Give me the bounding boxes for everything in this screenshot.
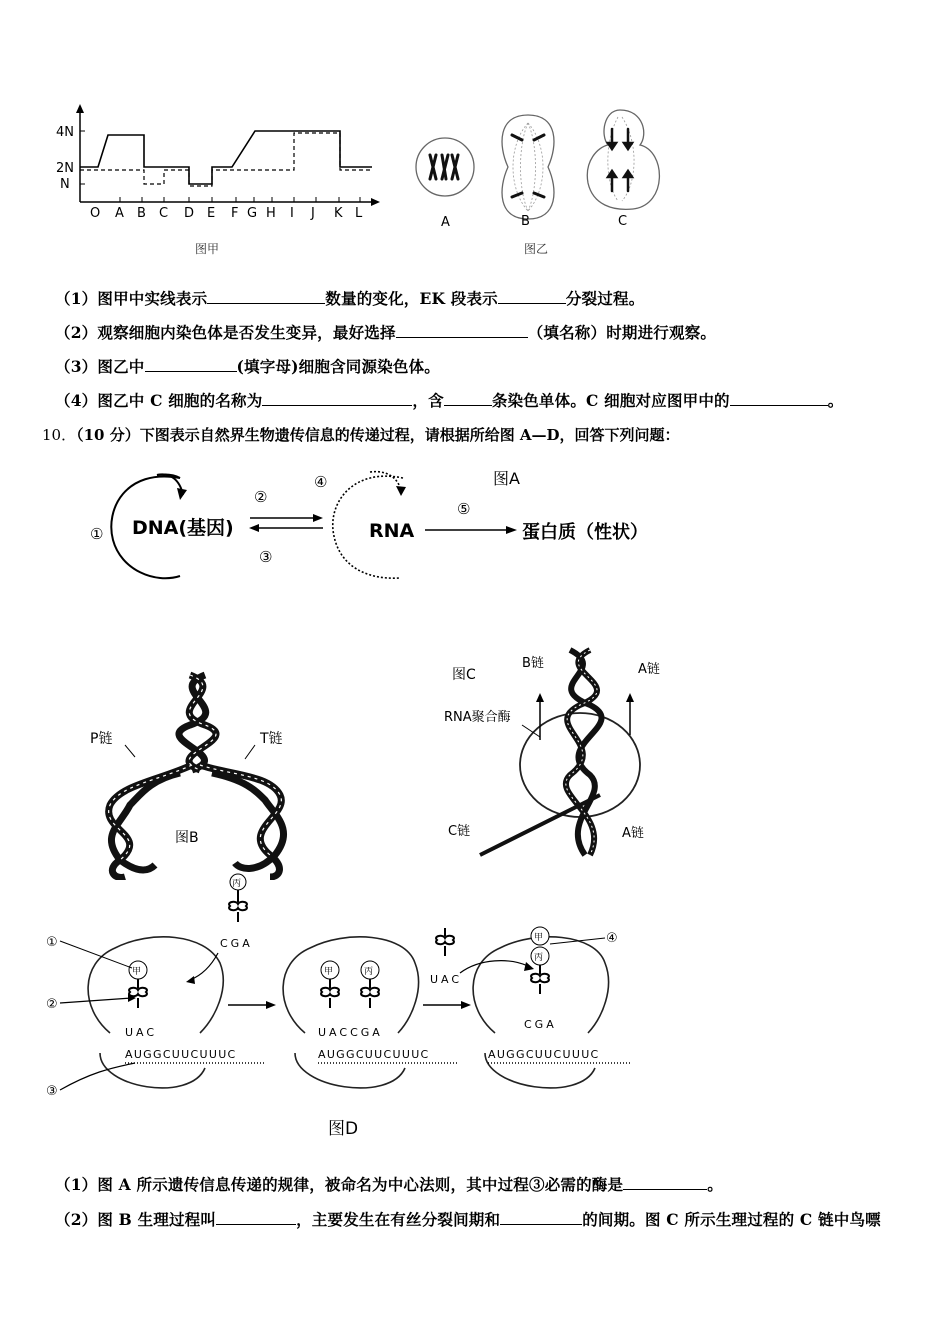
cell-c-label: C <box>618 214 628 229</box>
protein-label: 蛋白质（性状） <box>522 522 648 543</box>
y-axis-arrow <box>76 104 84 113</box>
q10-number: 10． <box>42 426 77 444</box>
free-trna-bing <box>229 874 247 922</box>
label-2: ② <box>46 997 58 1012</box>
y-tick-2n: 2N <box>56 161 74 176</box>
figure-jia-caption: 图甲 <box>195 242 220 256</box>
svg-text:甲: 甲 <box>534 933 544 943</box>
x-tick-o: O <box>90 206 101 221</box>
label-1: ① <box>46 935 58 950</box>
blank[interactable] <box>500 1210 582 1225</box>
figure-c-transcription <box>440 645 680 870</box>
figure-jia-chart <box>50 100 390 225</box>
x-tick-h: H <box>266 206 276 221</box>
fig-d-caption: 图D <box>328 1119 359 1139</box>
mrna-seq-3: AUGGCUUCUUUC <box>488 1048 600 1061</box>
process-3: ③ <box>259 548 273 566</box>
blank[interactable] <box>730 391 828 406</box>
svg-text:甲: 甲 <box>324 967 334 977</box>
t-chain-label: T链 <box>260 731 283 747</box>
blank[interactable] <box>262 391 412 406</box>
dna-label: DNA(基因) <box>132 517 234 539</box>
q10-text: （10 分）下图表示自然界生物遗传信息的传递过程，请根据所给图 A—D，回答下列问题： <box>76 426 680 444</box>
a-chain-top-label: A链 <box>638 662 660 677</box>
dashed-line-series <box>80 133 372 186</box>
x-tick-i: I <box>290 206 294 221</box>
mrna-seq-1: AUGGCUUCUUUC <box>125 1048 237 1061</box>
svg-text:丙: 丙 <box>232 879 242 889</box>
blank[interactable] <box>207 289 325 304</box>
q9-item-3: （3）图乙中 (填字母)细胞含同源染色体。 <box>55 357 440 376</box>
c-chain-label: C链 <box>448 824 471 839</box>
free-trna-uac-label: UAC <box>430 973 463 986</box>
ribosome-2 <box>283 937 418 1033</box>
q9-item-1: （1）图甲中实线表示 数量的变化，EK 段表示 分裂过程。 <box>55 289 645 308</box>
q9-item-2: （2）观察细胞内染色体是否发生变异，最好选择 （填名称）时期进行观察。 <box>55 323 717 342</box>
svg-text:丙: 丙 <box>364 967 374 977</box>
x-axis-arrow <box>371 198 380 206</box>
x-tick-g: G <box>247 206 258 221</box>
free-trna-cga: CGA <box>220 937 253 950</box>
figure-a-central-dogma <box>85 460 685 590</box>
blank[interactable] <box>145 357 237 372</box>
fig-c-caption: 图C <box>452 667 476 683</box>
mrna-seq-2: AUGGCUUCUUUC <box>318 1048 430 1061</box>
x-tick-l: L <box>355 206 363 221</box>
anticodon-1: UAC <box>125 1026 158 1039</box>
anticodon-2: UACCGA <box>318 1026 383 1039</box>
y-tick-4n: 4N <box>56 125 74 140</box>
fig-b-caption: 图B <box>175 830 199 846</box>
q10-stem <box>42 424 680 445</box>
label-4: ④ <box>606 931 618 946</box>
process-5: ⑤ <box>457 500 471 518</box>
x-tick-j: J <box>311 206 315 221</box>
blank[interactable] <box>498 289 566 304</box>
blank[interactable] <box>216 1210 296 1225</box>
cell-b <box>502 115 554 219</box>
a-chain-bottom-label: A链 <box>622 826 644 841</box>
trna-bing-2 <box>361 961 379 1008</box>
cell-c <box>587 110 659 209</box>
process-1: ① <box>90 525 104 543</box>
cell-a-label: A <box>441 215 450 230</box>
fig-a-title: 图A <box>493 469 520 488</box>
figure-yi-caption: 图乙 <box>524 242 549 256</box>
q10-item-2: （2）图 B 生理过程叫 ，主要发生在有丝分裂间期和 的间期。图 C 所示生理过程的 C 链中鸟嘌 <box>55 1210 881 1229</box>
anticodon-3: CGA <box>524 1018 557 1031</box>
blank[interactable] <box>396 323 528 338</box>
b-chain-label: B链 <box>522 656 544 671</box>
label-3: ③ <box>46 1084 58 1099</box>
figure-b-replication <box>80 665 310 880</box>
figure-d-translation <box>40 868 650 1143</box>
x-tick-d: D <box>184 206 195 221</box>
svg-text:丙: 丙 <box>534 953 544 963</box>
free-trna-uac <box>436 928 454 956</box>
x-tick-a: A <box>115 206 124 221</box>
svg-text:甲: 甲 <box>132 967 142 977</box>
q10-item-1: （1）图 A 所示遗传信息传递的规律，被命名为中心法则，其中过程③必需的酶是 。 <box>55 1175 723 1194</box>
cell-b-label: B <box>521 214 530 229</box>
blank[interactable] <box>444 391 492 406</box>
y-tick-n: N <box>60 177 70 192</box>
blank[interactable] <box>623 1175 707 1190</box>
solid-line-series <box>80 131 372 184</box>
rna-polymerase-label: RNA聚合酶 <box>444 710 511 725</box>
q9-item-4: （4）图乙中 C 细胞的名称为 ，含 条染色单体。C 细胞对应图甲中的 。 <box>55 391 844 410</box>
x-tick-f: F <box>231 206 239 221</box>
x-tick-b: B <box>137 206 146 221</box>
x-tick-c: C <box>159 206 169 221</box>
process-4: ④ <box>314 473 328 491</box>
p-chain-label: P链 <box>90 731 113 747</box>
rna-label: RNA <box>369 520 415 542</box>
x-tick-k: K <box>334 206 343 221</box>
cell-a <box>416 138 474 196</box>
x-tick-e: E <box>207 206 216 221</box>
process-2: ② <box>254 488 268 506</box>
trna-jia-2 <box>321 961 339 1008</box>
ribosome-1 <box>88 937 223 1033</box>
trna-bing-3 <box>531 927 549 994</box>
